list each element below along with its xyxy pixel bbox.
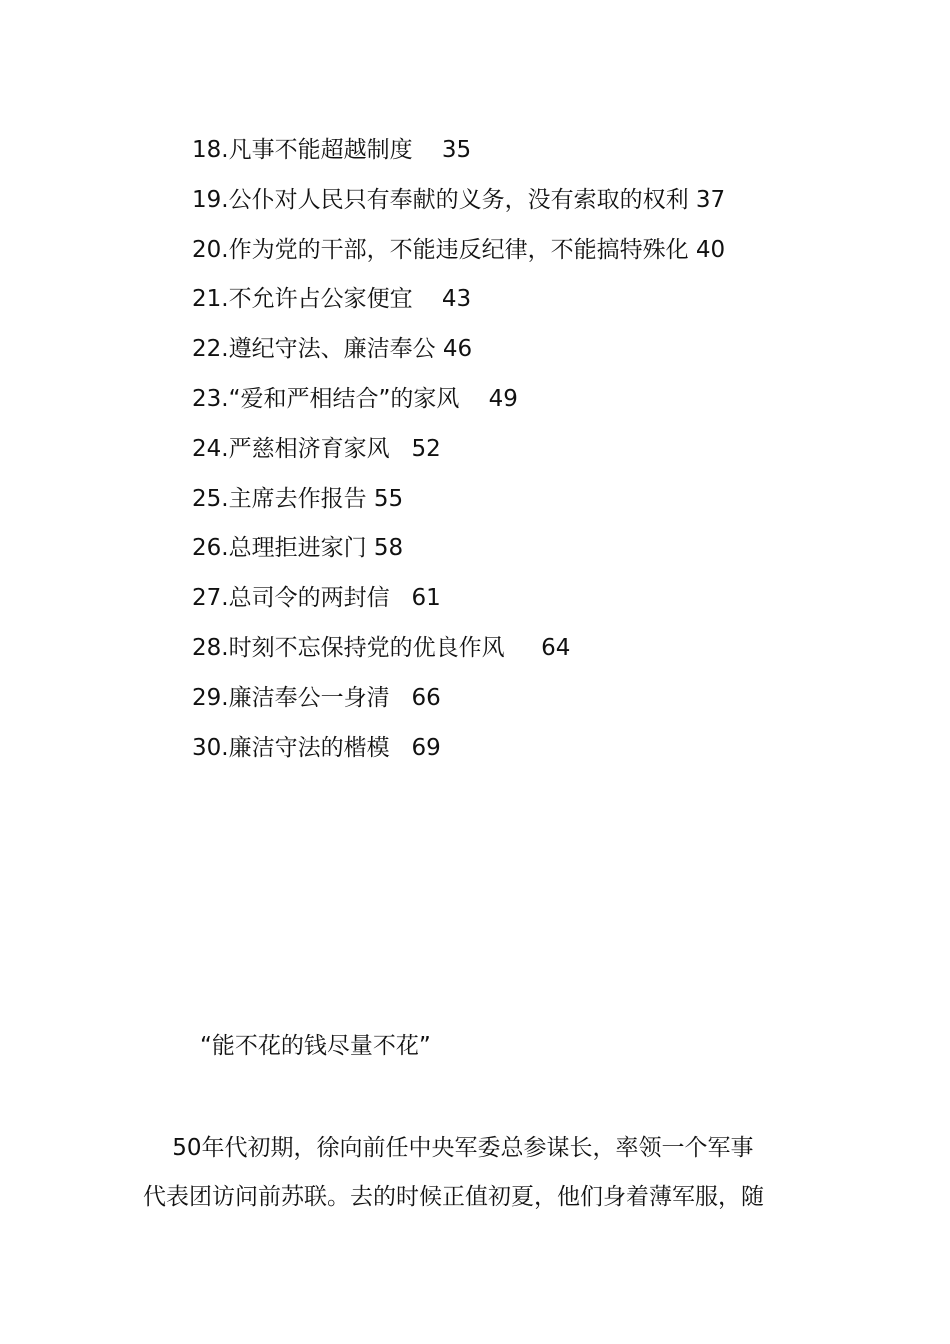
toc-entry-26: 26.总理拒进家门 58 bbox=[192, 535, 404, 562]
toc-entry-24: 24.严慈相济育家风 52 bbox=[192, 435, 441, 462]
toc-entry-25: 25.主席去作报告 55 bbox=[192, 485, 404, 512]
body-line: 代表团访问前苏联。去的时候正值初夏，他们身着薄军服，随 bbox=[143, 1184, 764, 1210]
toc-entry-20: 20.作为党的干部，不能违反纪律，不能搞特殊化 40 bbox=[192, 236, 726, 263]
article-body bbox=[143, 1124, 813, 1222]
toc-entry-23: 23.“爱和严相结合”的家风 49 bbox=[192, 385, 518, 412]
toc-entry-18: 18.凡事不能超越制度 35 bbox=[192, 137, 472, 163]
toc-entry-28: 28.时刻不忘保持党的优良作风 64 bbox=[192, 634, 571, 661]
toc-entry-19: 19.公仆对人民只有奉献的义务，没有索取的权利 37 bbox=[192, 186, 726, 213]
article-title: “能不花的钱尽量不花” bbox=[200, 1033, 431, 1059]
body-line: 50年代初期，徐向前任中央军委总参谋长，率领一个军事 bbox=[143, 1135, 754, 1161]
toc-entry-22: 22.遵纪守法、廉洁奉公 46 bbox=[192, 336, 473, 363]
toc-entry-27: 27.总司令的两封信 61 bbox=[192, 585, 441, 612]
table-of-contents bbox=[192, 132, 832, 779]
toc-entry-30: 30.廉洁守法的楷模 69 bbox=[192, 734, 441, 761]
toc-entry-29: 29.廉洁奉公一身清 66 bbox=[192, 684, 441, 711]
toc-entry-21: 21.不允许占公家便宜 43 bbox=[192, 286, 472, 313]
